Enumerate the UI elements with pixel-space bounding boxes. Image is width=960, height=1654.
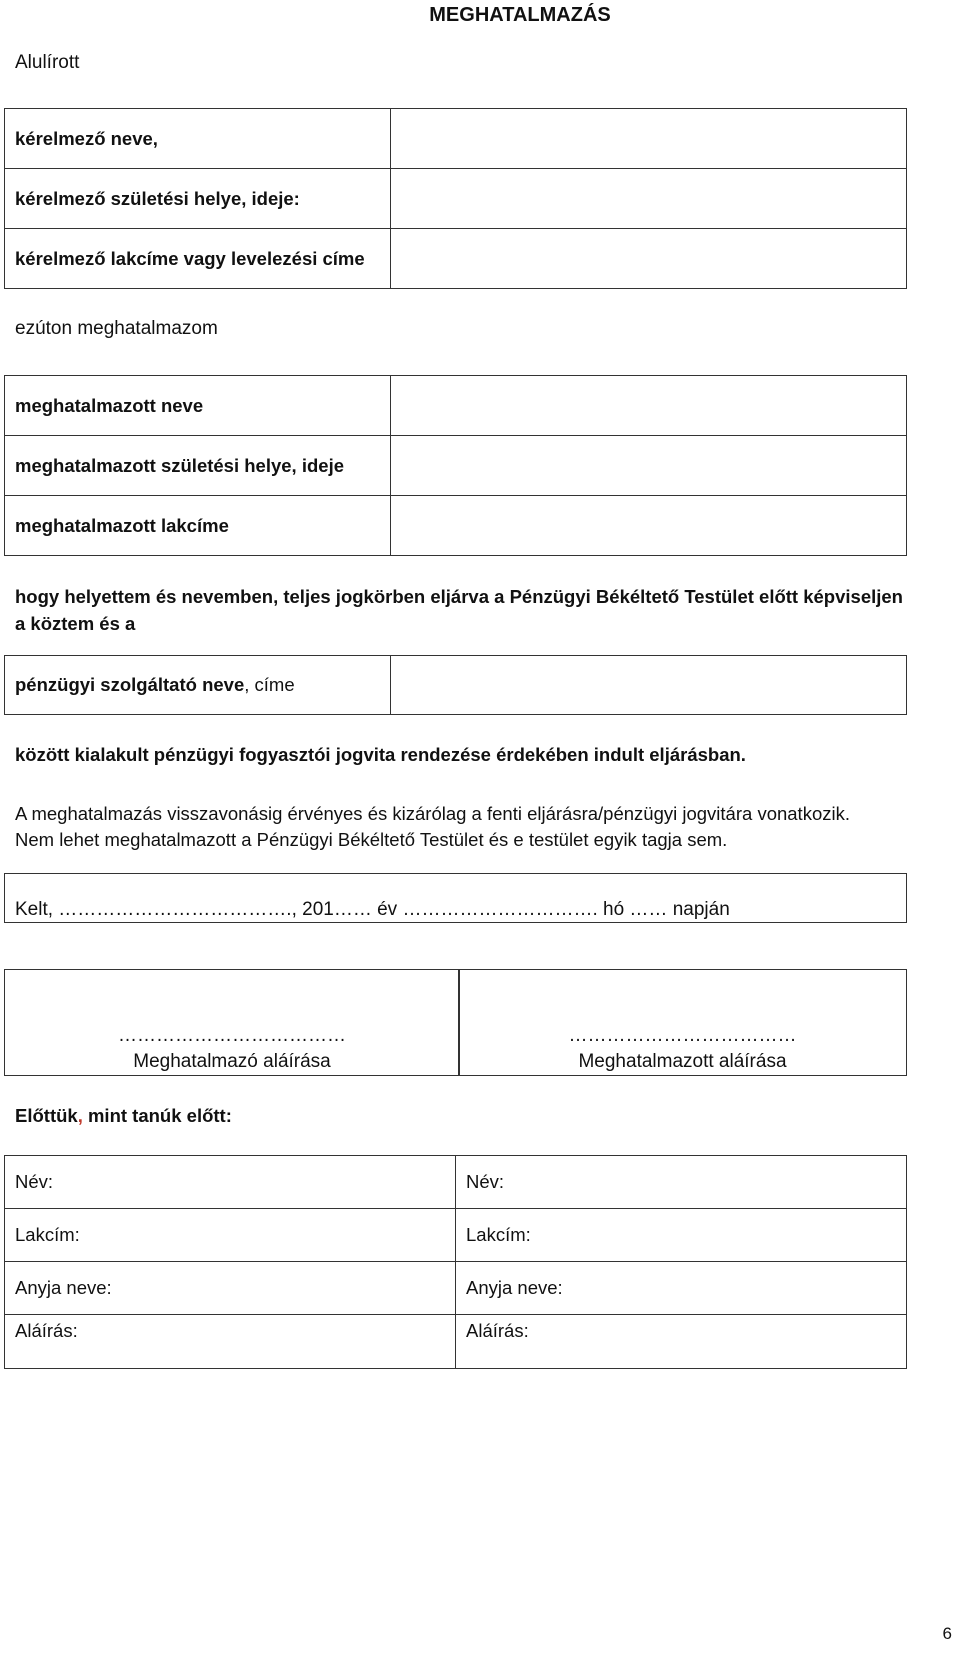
witness2-signature[interactable]: Aláírás: <box>456 1315 907 1369</box>
applicant-row-address <box>5 229 907 289</box>
witness-row-name <box>5 1156 907 1209</box>
applicant-row-name <box>5 109 907 169</box>
agent-address-field[interactable] <box>391 496 907 556</box>
document-title: MEGHATALMAZÁS <box>429 4 611 26</box>
witness1-mother-name[interactable]: Anyja neve: <box>5 1262 456 1315</box>
provider-label <box>5 656 391 715</box>
applicant-birth-label: kérelmező születési helye, ideje: <box>5 169 391 229</box>
provider-table <box>4 655 907 715</box>
provider-field[interactable] <box>391 656 907 715</box>
agent-row-address <box>5 496 907 556</box>
authorize-label: ezúton meghatalmazom <box>15 318 218 339</box>
witness-heading-b: mint tanúk előtt: <box>82 1105 232 1126</box>
agent-signature-box[interactable] <box>458 969 907 1076</box>
agent-signature-dots: ……………………………… <box>568 1025 797 1046</box>
agent-birth-label: meghatalmazott születési helye, ideje <box>5 436 391 496</box>
applicant-address-field[interactable] <box>391 229 907 289</box>
witness-table <box>4 1155 907 1369</box>
witness-heading-a: Előttük <box>15 1105 78 1126</box>
date-box <box>4 873 907 923</box>
applicant-table <box>4 108 907 289</box>
witness2-mother-name[interactable]: Anyja neve: <box>456 1262 907 1315</box>
witness-heading <box>15 1105 232 1127</box>
applicant-birth-field[interactable] <box>391 169 907 229</box>
representation-text: hogy helyettem és nevemben, teljes jogkörben eljárva a Pénzügyi Békéltető Testület előtt képviseljen a köztem és a <box>15 586 903 634</box>
page-number: 6 <box>942 1624 952 1643</box>
agent-row-name <box>5 376 907 436</box>
date-line[interactable]: Kelt, ………………………………., 201…… év …………………………. hó …… napján <box>15 899 730 920</box>
witness2-name[interactable]: Név: <box>456 1156 907 1209</box>
agent-name-field[interactable] <box>391 376 907 436</box>
agent-birth-field[interactable] <box>391 436 907 496</box>
provider-label-rest: , címe <box>244 674 295 695</box>
witness1-name[interactable]: Név: <box>5 1156 456 1209</box>
applicant-address-label: kérelmező lakcíme vagy levelezési címe <box>5 229 391 289</box>
principal-signature-dots: ……………………………… <box>118 1025 346 1046</box>
witness-row-mother <box>5 1262 907 1315</box>
applicant-name-label: kérelmező neve, <box>5 109 391 169</box>
principal-signature-box[interactable] <box>4 969 460 1076</box>
intro-label: Alulírott <box>15 52 80 73</box>
applicant-name-field[interactable] <box>391 109 907 169</box>
principal-signature-label: Meghatalmazó aláírása <box>133 1051 331 1072</box>
witness1-signature[interactable]: Aláírás: <box>5 1315 456 1369</box>
provider-row <box>5 656 907 715</box>
witness-row-address <box>5 1209 907 1262</box>
witness1-address[interactable]: Lakcím: <box>5 1209 456 1262</box>
agent-name-label: meghatalmazott neve <box>5 376 391 436</box>
agent-table <box>4 375 907 556</box>
witness2-address[interactable]: Lakcím: <box>456 1209 907 1262</box>
agent-signature-label: Meghatalmazott aláírása <box>578 1051 787 1072</box>
agent-address-label: meghatalmazott lakcíme <box>5 496 391 556</box>
witness-heading-comma: , <box>77 1105 83 1126</box>
validity-line-1: A meghatalmazás visszavonásig érvényes és kizárólag a fenti eljárásra/pénzügyi jogvitára vonatkozik. <box>15 803 850 824</box>
applicant-row-birth <box>5 169 907 229</box>
witness-row-signature <box>5 1315 907 1369</box>
provider-label-bold: pénzügyi szolgáltató neve <box>15 674 245 695</box>
dispute-text: között kialakult pénzügyi fogyasztói jogvita rendezése érdekében indult eljárásban. <box>15 744 746 765</box>
agent-row-birth <box>5 436 907 496</box>
validity-line-2: Nem lehet meghatalmazott a Pénzügyi Békéltető Testület és e testület egyik tagja sem. <box>15 829 728 850</box>
